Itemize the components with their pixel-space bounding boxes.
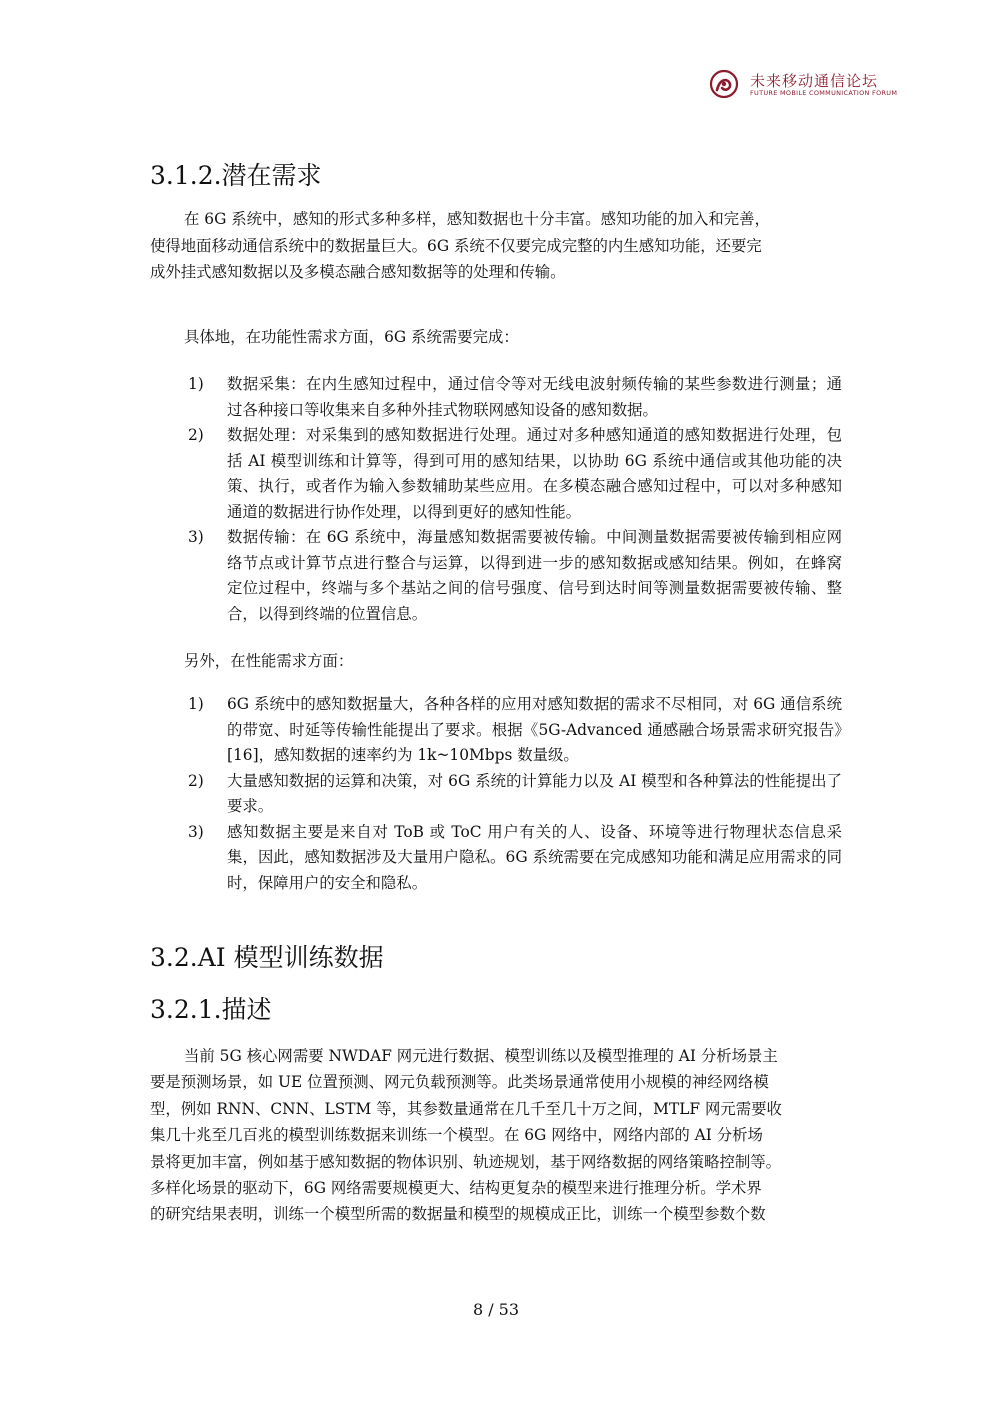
para-line: 的研究结果表明，训练一个模型所需的数据量和模型的规模成正比，训练一个模型参数个数 [150, 1205, 766, 1224]
para1-line: 在 6G 系统中，感知的形式多种多样，感知数据也十分丰富。感知功能的加入和完善， [184, 210, 770, 228]
section-312-para3: 另外，在性能需求方面： [184, 652, 354, 670]
logo-cn-text: 未来移动通信论坛 [750, 72, 879, 90]
list-number: 3) [188, 528, 204, 546]
list-text: 大量感知数据的运算和决策，对 6G 系统的计算能力以及 AI 模型和各种算法的性能提出了要求。 [227, 771, 842, 815]
performance-requirements-list [150, 692, 842, 896]
section-312-title: 3.1.2.潜在需求 [150, 161, 322, 190]
para1-line: 使得地面移动通信系统中的数据量巨大。6G 系统不仅要完成完整的内生感知功能，还要完 [150, 236, 762, 255]
list-text: 数据处理：对采集到的感知数据进行处理。通过对多种感知通道的感知数据进行处理，包括 AI 模型训练和计算等，得到可用的感知结果，以协助 6G 系统中通信或其他功能的决策、执行，或者作为输入参数辅助某些应用。在多模态融合感知过程中，可以对多种感知通道的数据进行协作处理，以得到更好的感知性能。 [227, 426, 842, 521]
para-line: 多样化场景的驱动下，6G 网络需要规模更大、结构更复杂的模型来进行推理分析。学术界 [150, 1179, 762, 1198]
list-item [150, 820, 842, 897]
list-text: 数据采集：在内生感知过程中，通过信令等对无线电波射频传输的某些参数进行测量；通过各种接口等收集来自多种外挂式物联网感知设备的感知数据。 [227, 375, 842, 419]
list-item [150, 769, 842, 820]
section-312-para2: 具体地，在功能性需求方面，6G 系统需要完成： [184, 328, 519, 346]
list-item [150, 692, 842, 769]
section-312-para1 [150, 206, 842, 286]
para1-line: 成外挂式感知数据以及多模态融合感知数据等的处理和传输。 [150, 263, 566, 281]
para-line: 型，例如 RNN、CNN、LSTM 等，其参数量通常在几千至几十万之间，MTLF 网元需要收 [150, 1099, 782, 1118]
header-logo [708, 68, 898, 102]
section-321-para [150, 1043, 842, 1228]
list-item [150, 525, 842, 627]
list-number: 2) [188, 426, 204, 444]
para-line: 要是预测场景，如 UE 位置预测、网元负载预测等。此类场景通常使用小规模的神经网络模 [150, 1073, 769, 1092]
list-number: 1) [188, 375, 204, 393]
list-item [150, 423, 842, 525]
para-line: 集几十兆至几百兆的模型训练数据来训练一个模型。在 6G 网络中，网络内部的 AI 分析场 [150, 1126, 763, 1145]
functional-requirements-list [150, 372, 842, 627]
list-text: 数据传输：在 6G 系统中，海量感知数据需要被传输。中间测量数据需要被传输到相应网络节点或计算节点进行整合与运算，以得到进一步的感知数据或感知结果。例如，在蜂窝定位过程中，终端与多个基站之间的信号强度、信号到达时间等测量数据需要被传输、整合，以得到终端的位置信息。 [227, 528, 842, 623]
para-line: 景将更加丰富，例如基于感知数据的物体识别、轨迹规划，基于网络数据的网络策略控制等。 [150, 1152, 782, 1171]
forum-logo-icon [708, 68, 740, 100]
list-text: 感知数据主要是来自对 ToB 或 ToC 用户有关的人、设备、环境等进行物理状态信息采集，因此，感知数据涉及大量用户隐私。6G 系统需要在完成感知功能和满足应用需求的同时，保障用户的安全和隐私。 [227, 822, 842, 892]
list-number: 2) [188, 771, 204, 790]
page-number: 8 / 53 [472, 1300, 520, 1319]
list-number: 3) [188, 822, 204, 841]
section-32-title: 3.2.AI 模型训练数据 [150, 943, 384, 972]
list-text: 6G 系统中的感知数据量大，各种各样的应用对感知数据的需求不尽相同，对 6G 通信系统的带宽、时延等传输性能提出了要求。根据《5G-Advanced 通感融合场景需求研究报告》[16]，感知数据的速率约为 1k~10Mbps 数量级。 [227, 695, 842, 764]
section-321-title: 3.2.1.描述 [150, 995, 272, 1024]
list-item [150, 372, 842, 423]
list-number: 1) [188, 695, 204, 713]
logo-en-text: FUTURE MOBILE COMMUNICATION FORUM [750, 89, 898, 97]
para-line: 当前 5G 核心网需要 NWDAF 网元进行数据、模型训练以及模型推理的 AI 分析场景主 [184, 1047, 778, 1065]
